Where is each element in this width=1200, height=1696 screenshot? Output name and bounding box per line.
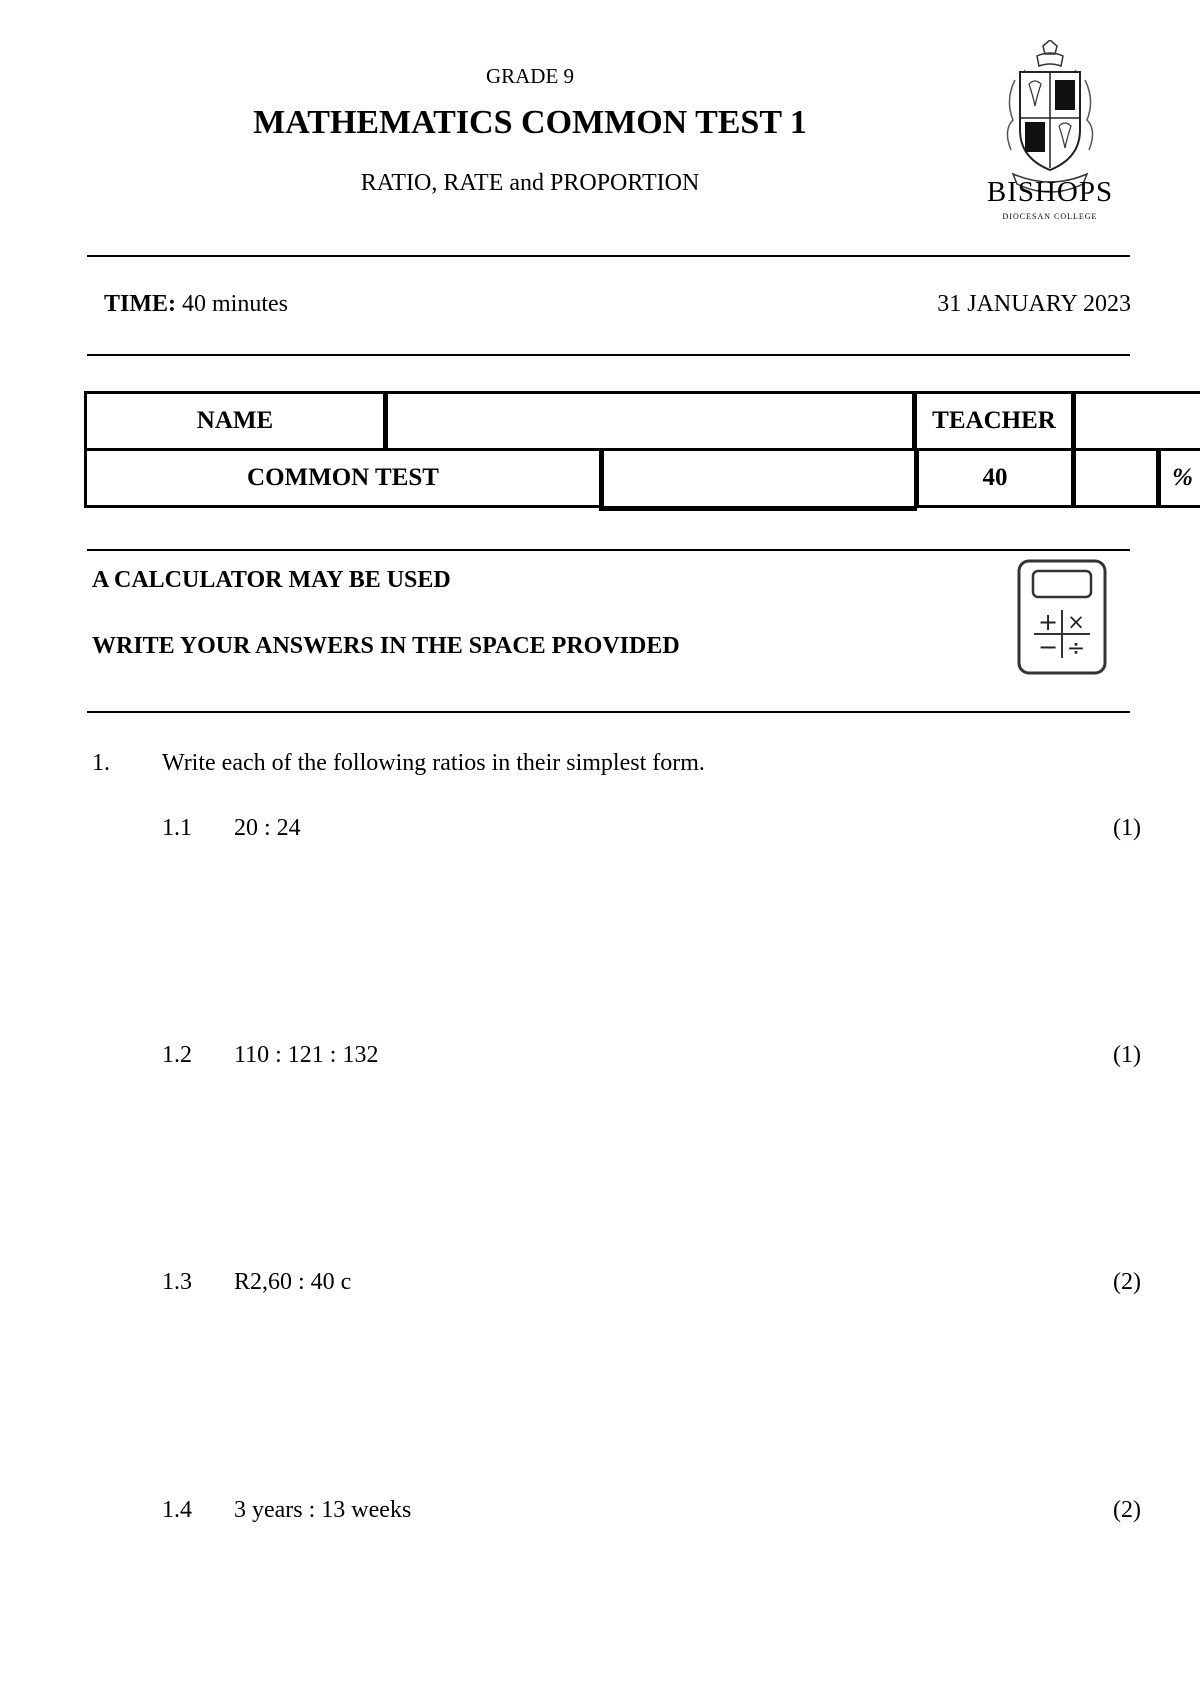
teacher-label: TEACHER [932,407,1056,434]
sub-question-marks: (1) [1113,1042,1141,1068]
percent-sign-cell [1156,448,1200,508]
score-input-cell[interactable] [599,448,917,511]
teacher-input-cell[interactable] [1071,391,1200,451]
percentage-input-cell[interactable] [1071,448,1159,508]
sub-question-number: 1.1 [162,815,192,841]
calculator-icon [1016,558,1108,676]
sub-question-text: 3 years : 13 weeks [234,1497,412,1523]
school-name: BISHOPS [986,176,1114,208]
time-label: TIME: [104,291,176,317]
calculator-divide-symbol: ÷ [1066,636,1086,661]
student-details-table [84,391,1193,511]
name-label: NAME [196,407,274,434]
sub-question-marks: (2) [1113,1497,1141,1523]
sub-question-marks: (1) [1113,815,1141,841]
calculator-instruction: A CALCULATOR MAY BE USED [92,567,451,593]
time-value: 40 minutes [182,291,288,317]
answer-instruction: WRITE YOUR ANSWERS IN THE SPACE PROVIDED [92,633,680,659]
divider [87,711,1130,713]
sub-question-text: 110 : 121 : 132 [234,1042,379,1068]
sub-question-number: 1.2 [162,1042,192,1068]
calculator-plus-symbol: + [1037,608,1059,636]
percent-sign: % [1172,464,1193,491]
divider [87,255,1130,257]
test-title: MATHEMATICS COMMON TEST 1 [253,104,807,141]
time-allowed [104,291,288,318]
total-marks: 40 [982,464,1008,491]
teacher-label-cell [912,391,1074,451]
common-test-label-cell [84,448,602,508]
test-subtitle: RATIO, RATE and PROPORTION [360,170,700,196]
grade-label: GRADE 9 [485,64,575,88]
sub-question-number: 1.4 [162,1497,192,1523]
sub-question-number: 1.3 [162,1269,192,1295]
sub-question-text: R2,60 : 40 c [234,1269,352,1295]
question-number: 1. [92,750,110,776]
sub-question-marks: (2) [1113,1269,1141,1295]
calculator-minus-symbol: − [1037,633,1059,661]
total-marks-cell [914,448,1074,508]
name-label-cell [84,391,386,451]
calculator-times-symbol: × [1067,610,1085,634]
sub-question-text: 20 : 24 [234,815,301,841]
name-input-cell[interactable] [383,391,915,451]
question-text: Write each of the following ratios in their simplest form. [162,750,705,776]
divider [87,549,1130,551]
school-subname: DIOCESAN COLLEGE [1002,212,1098,221]
common-test-label: COMMON TEST [247,464,439,491]
divider [87,354,1130,356]
test-date: 31 JANUARY 2023 [937,291,1131,317]
